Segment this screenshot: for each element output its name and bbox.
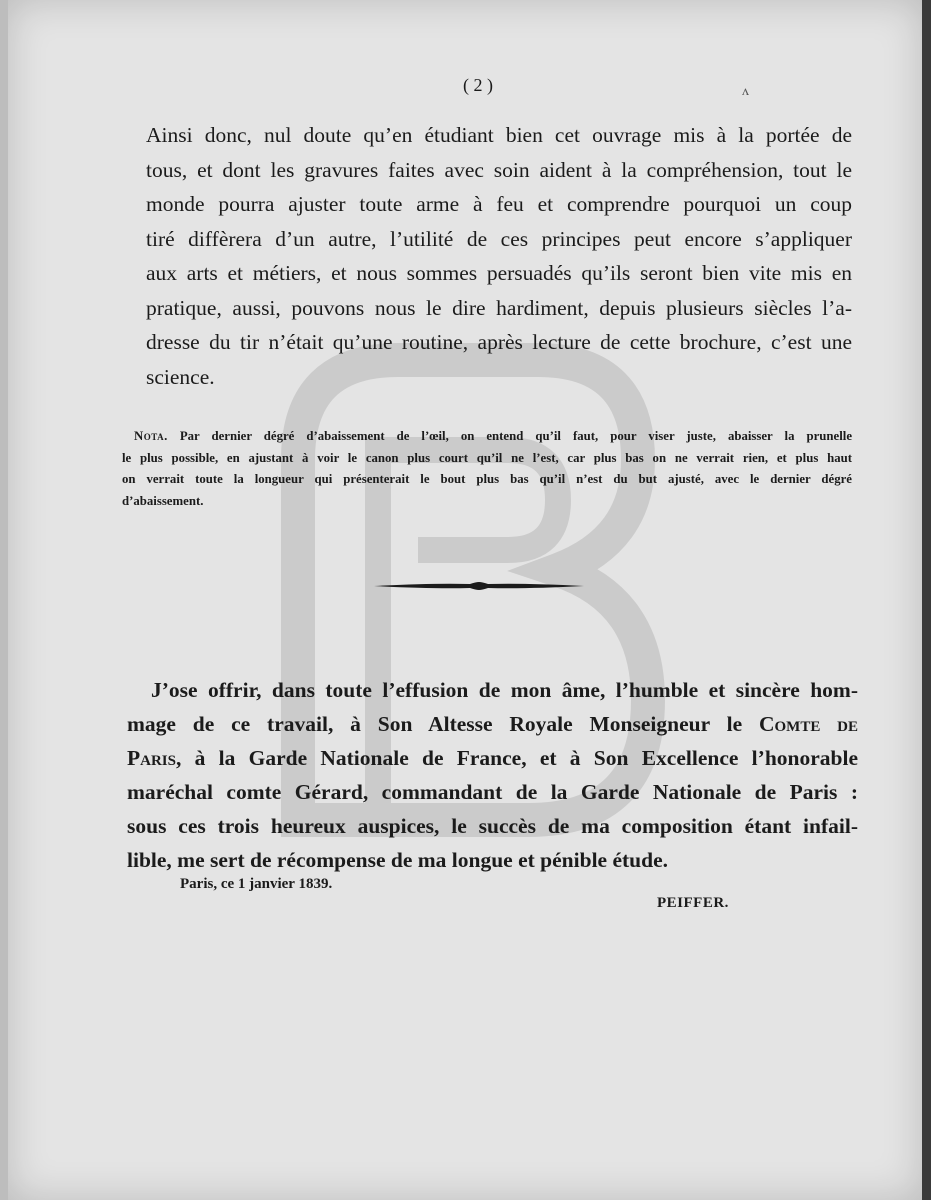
nota-footnote [122, 426, 852, 512]
main-paragraph [146, 118, 852, 394]
nota-line-2: le plus possible, en ajustant à voir le canon plus court qu’il ne l’est, car plus bas on ne verrait rien, et plus haut [122, 450, 852, 465]
main-line: Ainsi donc, nul doute qu’en étudiant bien cet ouvrage mis à la portée de [146, 123, 852, 147]
dedication-line-3-text: , à la Garde Nationale de France, et à Son Excellence l’honorable [175, 746, 858, 770]
nota-label: Nota. [134, 429, 168, 443]
dedication-line-2-text: mage de ce travail, à Son Altesse Royale Monseigneur le [127, 712, 759, 736]
dedication-line-6: lible, me sert de récompense de ma longue et pénible étude. [127, 848, 668, 872]
nota-line-1 [122, 426, 852, 448]
main-line: tous, et dont les gravures faites avec soin aident à la compréhension, tout le [146, 157, 852, 182]
signature: PEIFFER. [657, 895, 729, 911]
dedication-line-1: J’ose offrir, dans toute l’effusion de mon âme, l’humble et sincère hom- [151, 678, 858, 702]
dedication-line-3 [127, 741, 858, 775]
main-line: aux arts et métiers, et nous sommes persuadés qu’ils seront bien vite mis en [146, 261, 852, 285]
dedication-line-2 [127, 707, 858, 741]
main-line: tiré diffèrera d’un autre, l’utilité de ces principes peut encore s’appliquer [146, 226, 852, 251]
nota-line-4: d’abaissement. [122, 493, 204, 508]
page-number: ( 2 ) [463, 75, 493, 95]
nota-line-1-text: Par dernier dégré d’abaissement de l’œil, on entend qu’il faut, pour viser juste, abaisser la prunelle [179, 429, 853, 443]
place-date: Paris, ce 1 janvier 1839. [180, 876, 333, 892]
dedication-paris: Paris [127, 746, 176, 770]
main-line: pratique, aussi, pouvons nous le dire hardiment, depuis plusieurs siècles l’a- [146, 295, 852, 320]
ornamental-divider [372, 578, 586, 594]
main-line: dresse du tir n’était qu’une routine, après lecture de cette brochure, c’est une [146, 330, 852, 354]
corner-mark: ʌ [742, 84, 749, 99]
dedication-line-5: sous ces trois heureux auspices, le succès de ma composition étant infail- [127, 814, 858, 838]
dedication-paragraph [127, 673, 858, 877]
dedication-line-4: maréchal comte Gérard, commandant de la Garde Nationale de Paris : [127, 780, 858, 804]
page-right-edge [921, 0, 931, 1200]
nota-line-3: on verrait toute la longueur qui présenterait le bout plus bas qu’il n’est du but ajusté, avec le dernier dégré [122, 472, 852, 486]
dedication-comte-de: Comte de [758, 712, 859, 736]
main-line: monde pourra ajuster toute arme à feu et comprendre pourquoi un coup [146, 192, 852, 216]
main-line: science. [146, 364, 215, 389]
